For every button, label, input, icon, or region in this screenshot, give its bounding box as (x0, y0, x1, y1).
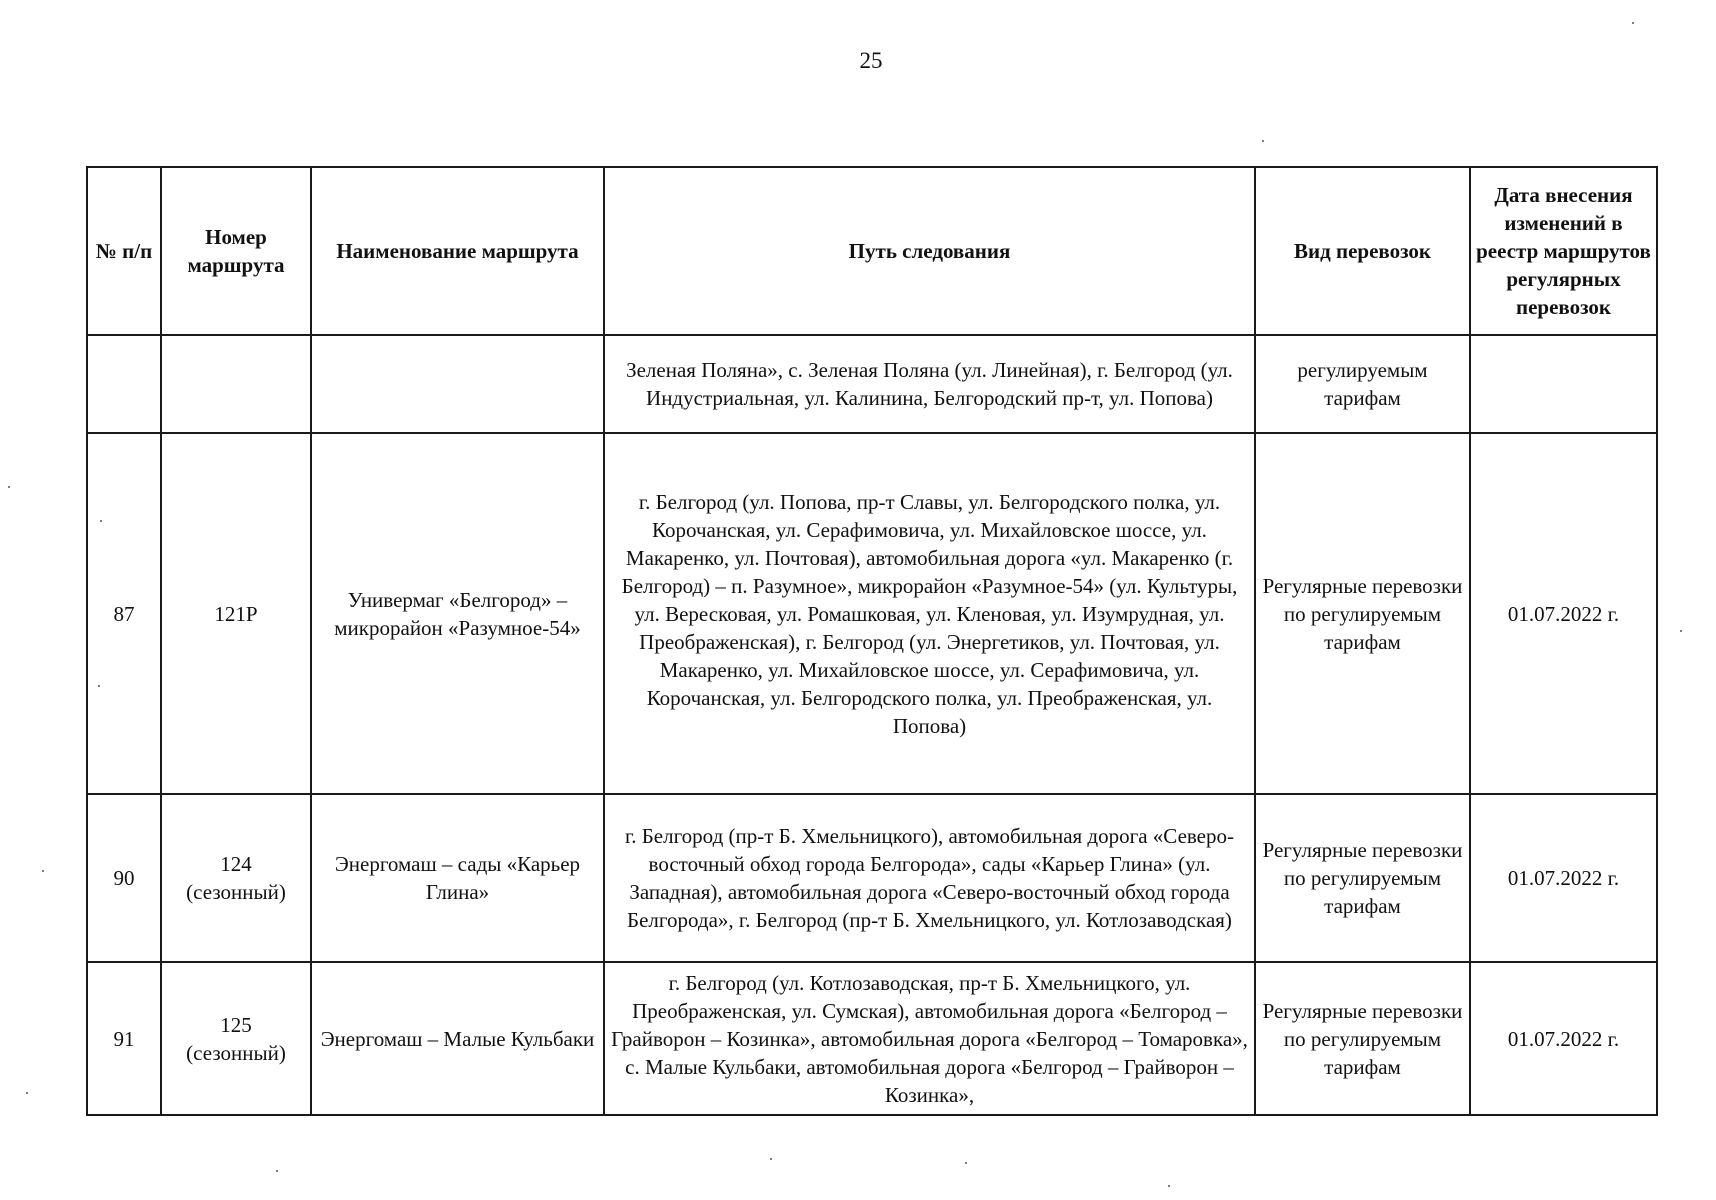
scan-speck (965, 1162, 967, 1164)
scan-speck (1168, 1185, 1170, 1187)
table-row (87, 962, 1657, 1115)
scan-speck (1262, 140, 1264, 142)
table-row (87, 433, 1657, 794)
header-date: Дата внесения изменений в реестр маршрутов регулярных перевозок (1470, 167, 1657, 335)
cell-path: г. Белгород (ул. Попова, пр-т Славы, ул. Белгородского полка, ул. Корочанская, ул. Серафимовича, ул. Михайловское шоссе, ул. Макаренко, ул. Почтовая), автомобильная дорога «ул. Макаренко (г. Белгород) – п. Разумное», микрорайон «Разумное-54» (ул. Культуры, ул. Вересковая, ул. Ромашковая, ул. Кленовая, ул. Изумрудная, ул. Преображенская), г. Белгород (ул. Энергетиков, ул. Почтовая, ул. Макаренко, ул. Михайловское шоссе, ул. Серафимовича, ул. Корочанская, ул. Белгородского полка, ул. Преображенская, ул. Попова) (604, 433, 1255, 794)
cell-date: 01.07.2022 г. (1470, 962, 1657, 1115)
cell-path: г. Белгород (ул. Котлозаводская, пр-т Б. Хмельницкого, ул. Преображенская, ул. Сумская), автомобильная дорога «Белгород – Грайворон – Козинка», автомобильная дорога «Белгород – Томаровка», с. Малые Кульбаки, автомобильная дорога «Белгород – Грайворон – Козинка», (604, 962, 1255, 1115)
header-transport-type: Вид перевозок (1255, 167, 1470, 335)
table-row (87, 794, 1657, 962)
scan-speck (1632, 22, 1634, 24)
cell-route-name: Универмаг «Белгород» – микрорайон «Разумное-54» (311, 433, 604, 794)
routes-table (86, 166, 1658, 1116)
cell-transport-type: Регулярные перевозки по регулируемым тарифам (1255, 962, 1470, 1115)
cell-number (87, 335, 161, 433)
cell-transport-type: Регулярные перевозки по регулируемым тарифам (1255, 433, 1470, 794)
header-path: Путь следования (604, 167, 1255, 335)
cell-date: 01.07.2022 г. (1470, 794, 1657, 962)
cell-date: 01.07.2022 г. (1470, 433, 1657, 794)
scan-speck (1680, 630, 1682, 632)
cell-path: Зеленая Поляна», с. Зеленая Поляна (ул. Линейная), г. Белгород (ул. Индустриальная, ул. Калинина, Белгородский пр-т, ул. Попова) (604, 335, 1255, 433)
scan-speck (770, 1158, 772, 1160)
scan-speck (100, 520, 102, 522)
cell-route-name (311, 335, 604, 433)
cell-route-number (161, 335, 311, 433)
header-route-number: Номер маршрута (161, 167, 311, 335)
header-number: № п/п (87, 167, 161, 335)
scan-speck (98, 685, 100, 687)
cell-route-number: 125 (сезонный) (161, 962, 311, 1115)
cell-date (1470, 335, 1657, 433)
scan-speck (26, 1092, 28, 1094)
page-number: 25 (859, 48, 883, 73)
cell-number: 90 (87, 794, 161, 962)
cell-route-name: Энергомаш – Малые Кульбаки (311, 962, 604, 1115)
cell-route-number: 121Р (161, 433, 311, 794)
table-header-row (87, 167, 1657, 335)
scan-speck (276, 1170, 278, 1172)
table-row (87, 335, 1657, 433)
cell-path: г. Белгород (пр-т Б. Хмельницкого), автомобильная дорога «Северо-восточный обход города Белгорода», сады «Карьер Глина» (ул. Западная), автомобильная дорога «Северо-восточный обход города Белгорода», г. Белгород (пр-т Б. Хмельницкого, ул. Котлозаводская) (604, 794, 1255, 962)
cell-route-number: 124 (сезонный) (161, 794, 311, 962)
scan-speck (8, 486, 10, 488)
cell-number: 91 (87, 962, 161, 1115)
cell-transport-type: регулируемым тарифам (1255, 335, 1470, 433)
header-route-name: Наименование маршрута (311, 167, 604, 335)
cell-route-name: Энергомаш – сады «Карьер Глина» (311, 794, 604, 962)
scan-speck (42, 870, 44, 872)
cell-number: 87 (87, 433, 161, 794)
cell-transport-type: Регулярные перевозки по регулируемым тарифам (1255, 794, 1470, 962)
